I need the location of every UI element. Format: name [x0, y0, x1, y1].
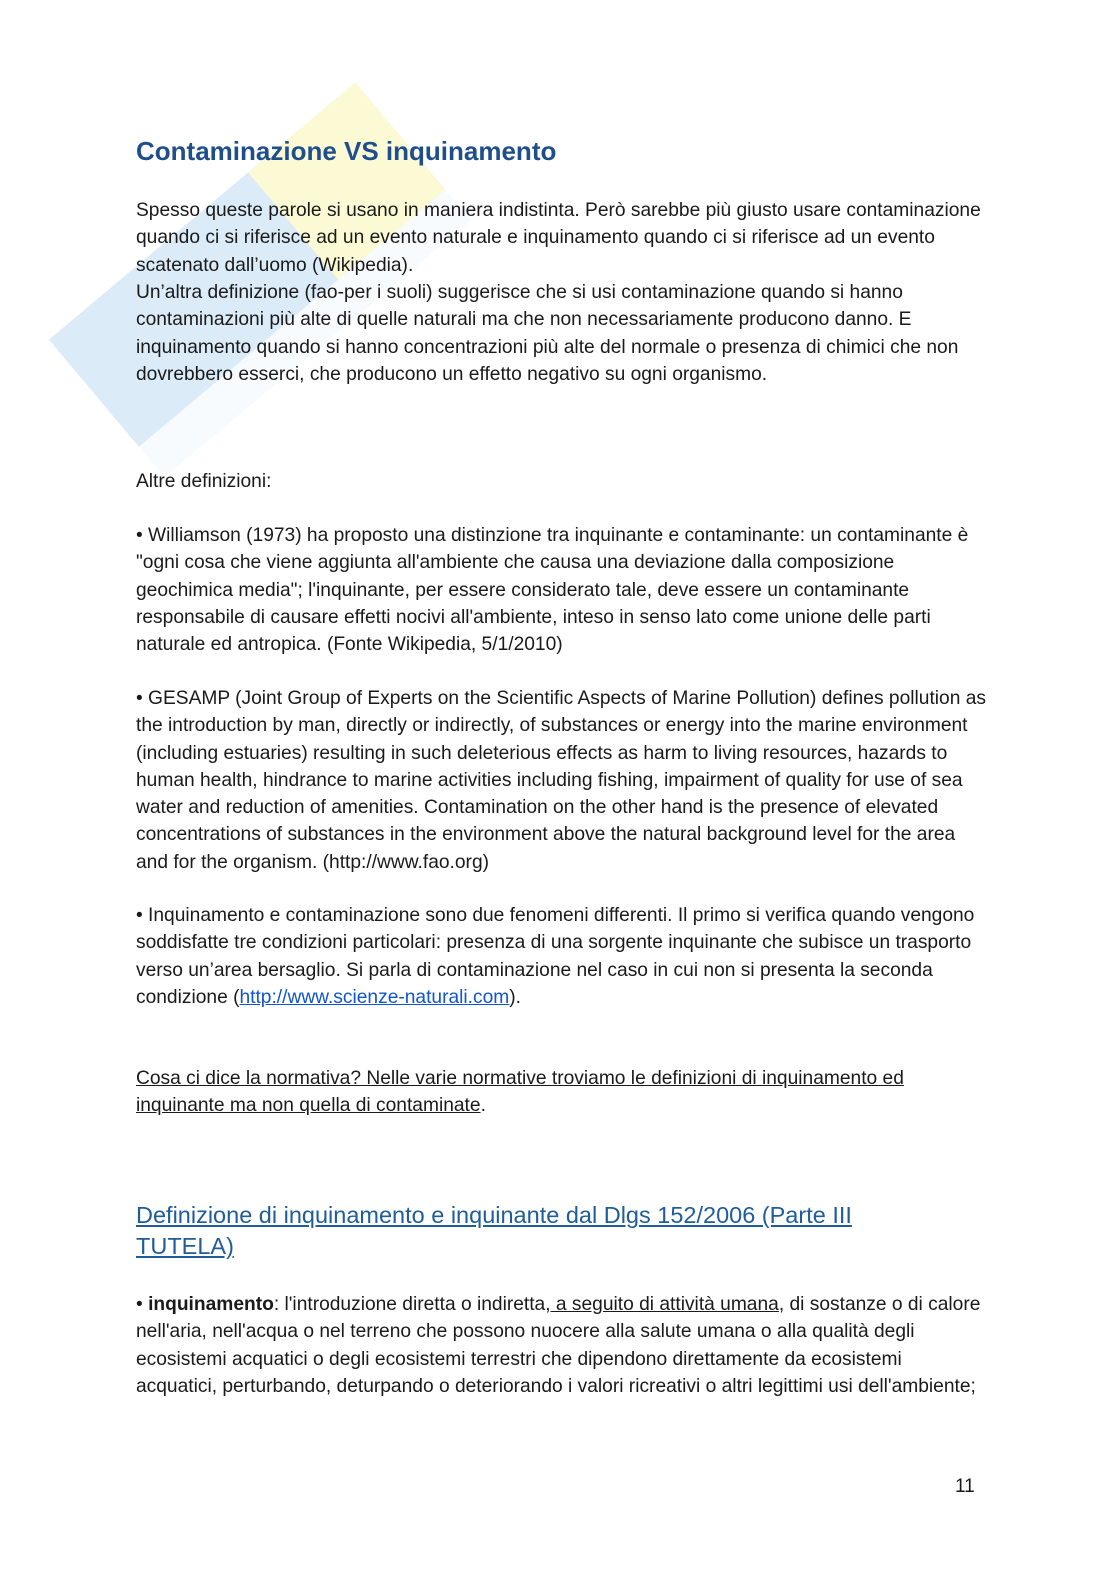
- scienze-naturali-link[interactable]: http://www.scienze-naturali.com: [239, 986, 510, 1008]
- bullet-text: • Inquinamento e contaminazione sono due fenomeni differenti. Il primo si verifica quando vengono soddisfatte tre condizioni particolari: presenza di una sorgente inquinante che subisce un trasporto verso un’area bersaglio. Si parla di contaminazione nel caso in cui non si presenta la seconda condizione (: [136, 905, 975, 1008]
- definition-term: inquinamento: [148, 1294, 274, 1315]
- intro-paragraph-2: Un’altra definizione (fao-per i suoli) suggerisce che si usi contaminazione quando si hanno contaminazioni più alte di quelle naturali ma che non necessariamente producono danno. E inquinamento quando si hanno concentrazioni più alte del normale o presenza di chimici che non dovrebbero esserci, che producono un effetto negativo su ogni organismo.: [136, 282, 959, 385]
- bullet-scienze-naturali: [136, 902, 986, 1011]
- normativa-paragraph: [136, 1065, 986, 1120]
- page-title: Contaminazione VS inquinamento: [136, 136, 557, 166]
- definition-part1: : l'introduzione diretta o indiretta: [273, 1294, 546, 1315]
- other-definitions-label: Altre definizioni:: [136, 471, 272, 492]
- normativa-question: Cosa ci dice la normativa? Nelle varie normative troviamo le definizioni di inquinamento ed inquinante ma non quella di contaminate: [136, 1068, 904, 1117]
- page-number: 11: [955, 1476, 975, 1497]
- bullet-williamson: • Williamson (1973) ha proposto una distinzione tra inquinante e contaminante: un contaminante è "ogni cosa che viene aggiunta all'ambiente che causa una deviazione dalla composizione geochimica media"; l'inquinante, per essere considerato tale, deve essere un contaminante responsabile di causare effetti nocivi all'ambiente, inteso in senso lato come unione delle parti naturale ed antropica. (Fonte Wikipedia, 5/1/2010): [136, 525, 969, 656]
- definition-inquinamento: [136, 1291, 986, 1400]
- bullet-gesamp: • GESAMP (Joint Group of Experts on the Scientific Aspects of Marine Pollution) defines pollution as the introduction by man, directly or indirectly, of substances or energy into the marine environment (including estuaries) resulting in such deleterious effects as harm to living resources, hazards to human health, hindrance to marine activities including fishing, impairment of quality for use of sea water and reduction of amenities. Contamination on the other hand is the presence of elevated concentrations of substances in the environment above the natural background level for the area and for the organism. (http://www.fao.org): [136, 688, 986, 873]
- intro-paragraph-1: Spesso queste parole si usano in maniera indistinta. Però sarebbe più giusto usare contaminazione quando ci si riferisce ad un evento naturale e inquinamento quando ci si riferisce ad un evento scatenato dall’uomo (Wikipedia).: [136, 200, 981, 276]
- definition-underlined: , a seguito di attività umana: [545, 1294, 779, 1315]
- normativa-end: .: [480, 1095, 486, 1117]
- definition-bullet: •: [136, 1294, 149, 1315]
- bullet-end: ).: [509, 986, 521, 1008]
- section-heading: Definizione di inquinamento e inquinante dal Dlgs 152/2006 (Parte III TUTELA): [136, 1202, 852, 1259]
- definition-part2: , di sostanze o di calore nell'aria, nell'acqua o nel terreno che possono nuocere alla salute umana o alla qualità degli ecosistemi acquatici o degli ecosistemi terrestri che dipendono direttamente da ecosistemi acquatici, perturbando, deturpando o deteriorando i valori ricreativi o altri legittimi usi dell'ambiente;: [136, 1294, 981, 1397]
